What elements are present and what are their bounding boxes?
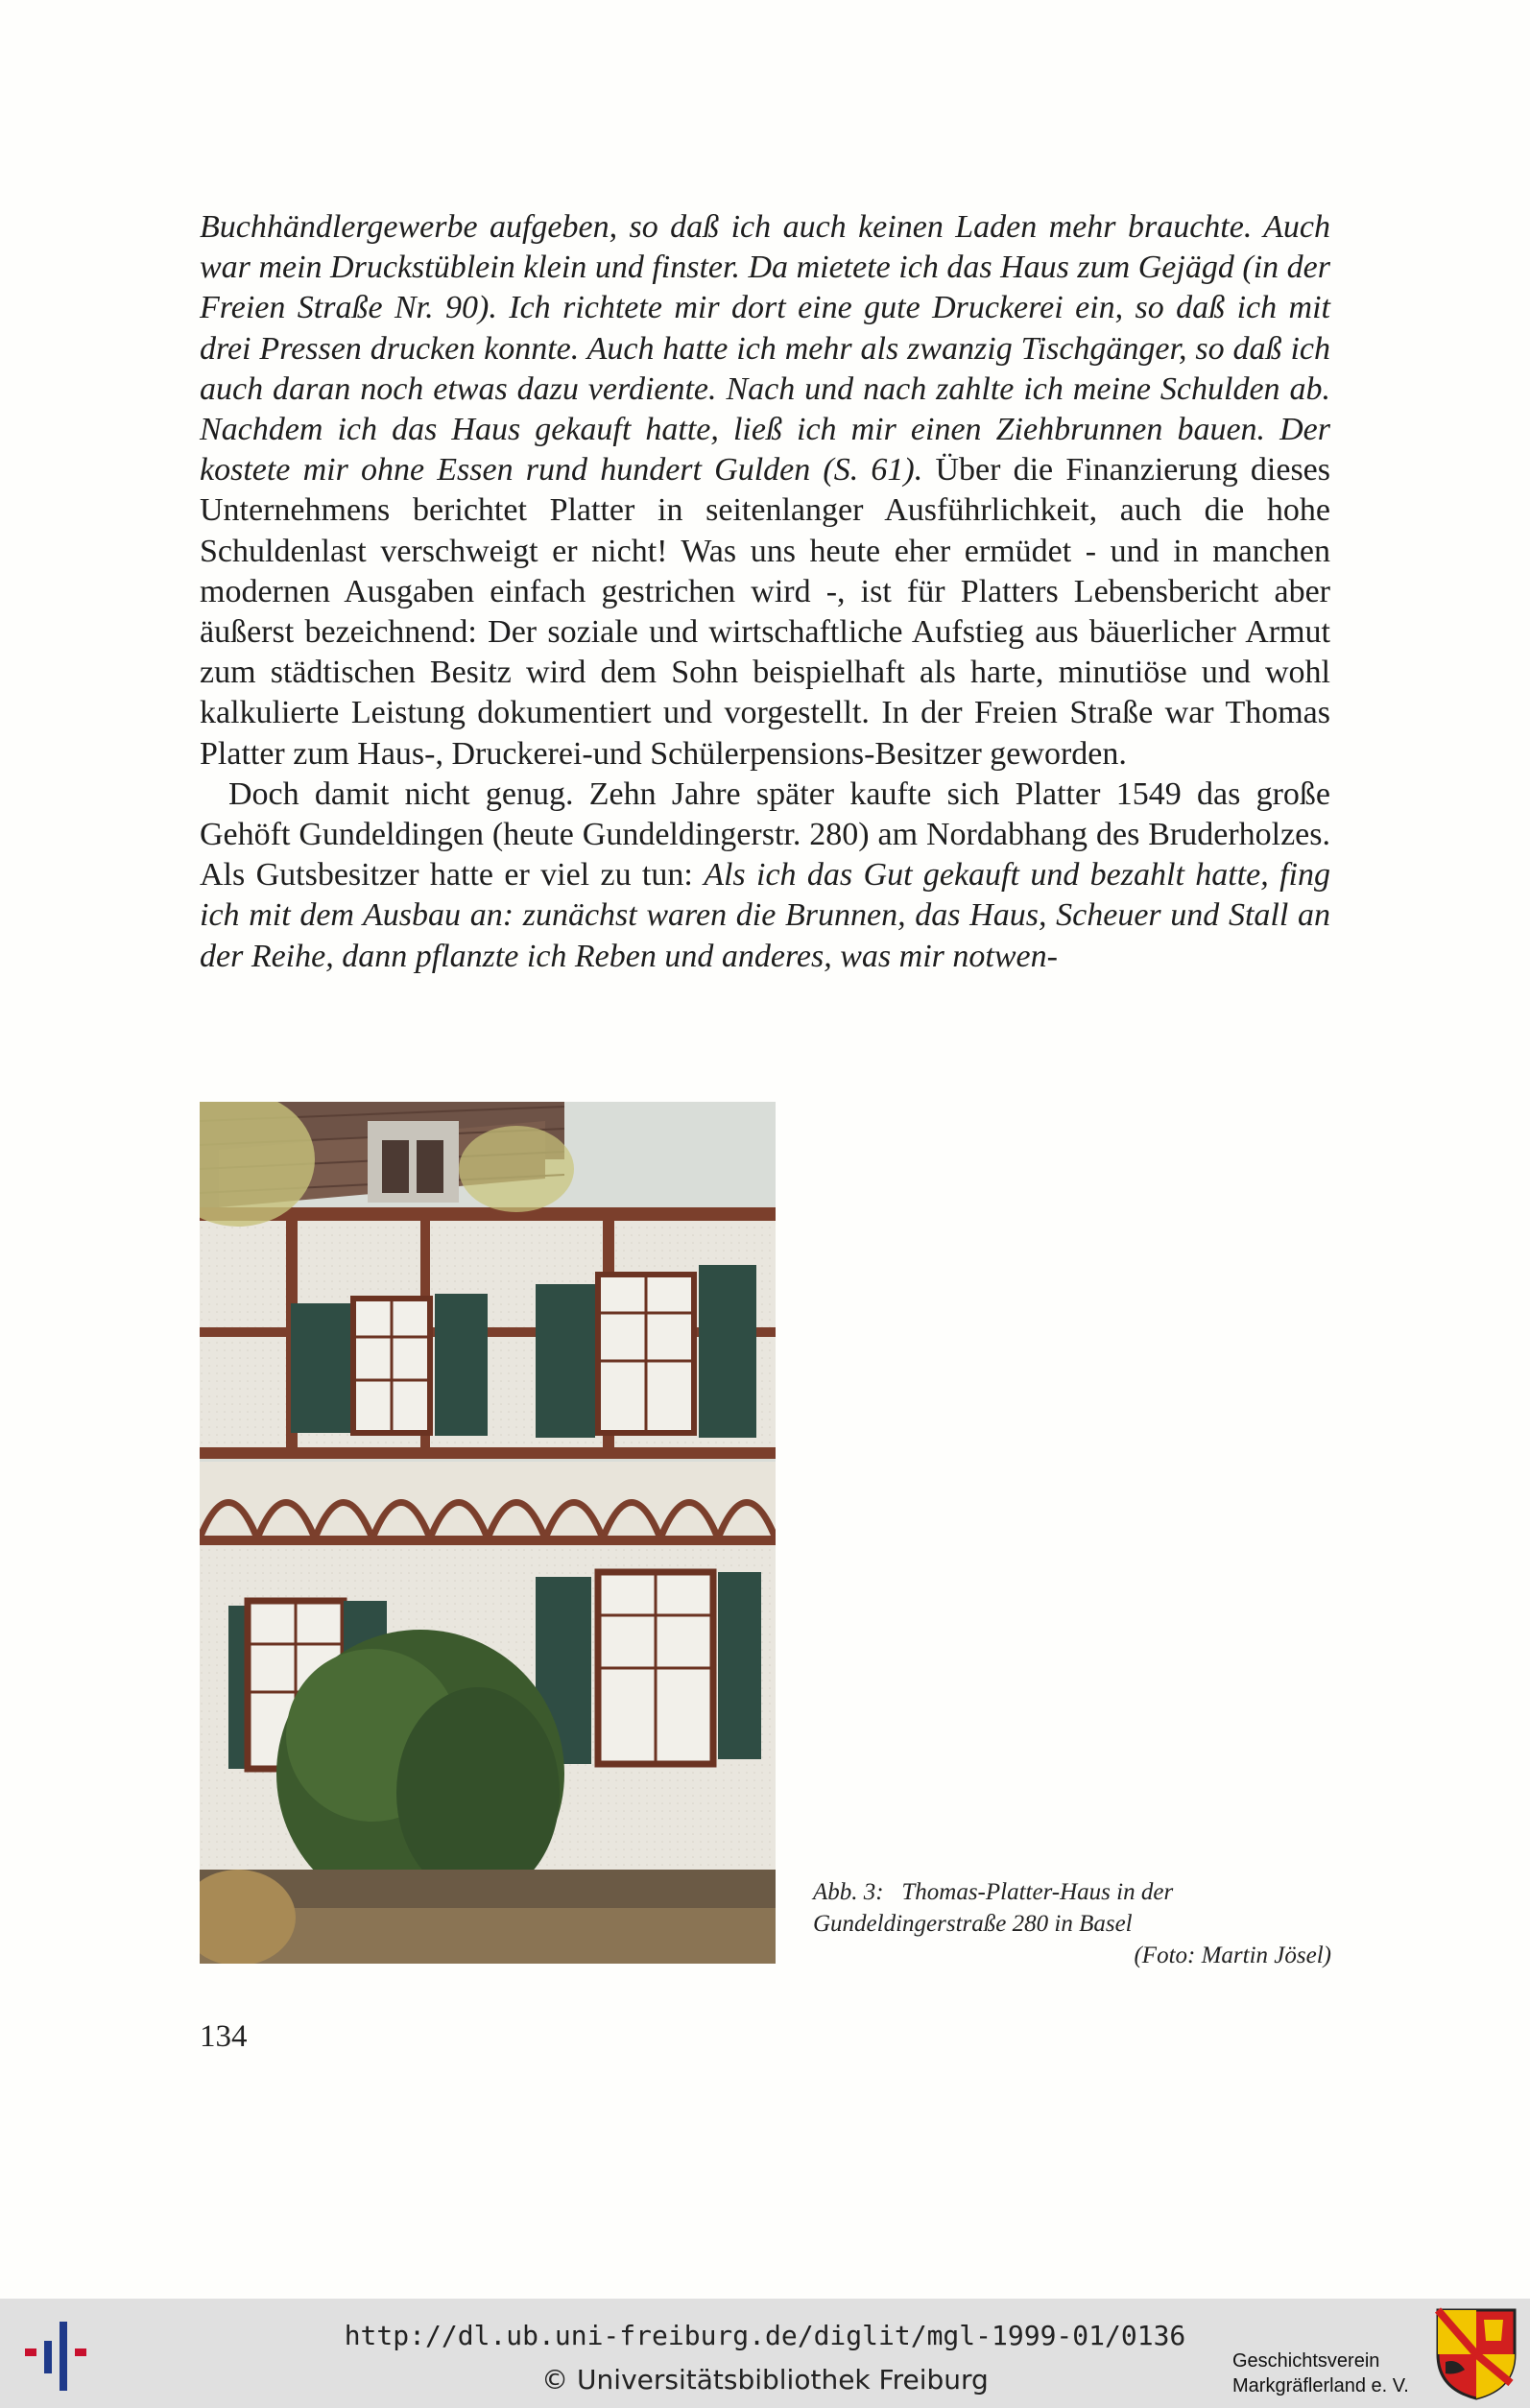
house-photo: [200, 1102, 776, 1964]
society-name: [1232, 2348, 1409, 2398]
text-run: Über die Finanzierung dieses Unternehmens berichtet Platter in seitenlanger Ausführlichkeit, auch die hohe Schuldenlast verschweigt er nicht! Was uns heute eher ermüdet - und in manchen modernen Ausgaben einfach gestrichen wird -, ist für Platters Lebensbericht aber äußerst bezeichnend: Der soziale und wirtschaftliche Aufstieg aus bäuerlicher Armut zum städtischen Besitz wird dem Sohn beispielhaft als harte, minutiöse und wohl kalkulierte Leistung dokumentiert und vorgestellt. In der Freien Straße war Thomas Platter zum Haus-, Druckerei-und Schülerpensions-Besitzer geworden.: [200, 452, 1330, 772]
quote-run: Buchhändlergewerbe aufgeben, so daß ich auch keinen Laden mehr brauchte. Auch war mein Druckstüblein klein und finster. Da mietete ich das Haus zum Gejägd (in der Freien Straße Nr. 90). Ich richtete mir dort eine gute Druckerei ein, so daß ich mit drei Pressen drucken konnte. Auch hatte ich mehr als zwanzig Tischgänger, so daß ich auch daran noch etwas dazu verdiente. Nach und nach zahlte ich meine Schulden ab. Nachdem ich das Haus gekauft hatte, ließ ich mir einen Ziehbrunnen bauen. Der kostete mir ohne Essen rund hundert Gulden (S. 61).: [200, 209, 1330, 489]
footer-bar: [0, 2299, 1530, 2408]
quote-run: Als ich das Gut gekauft und bezahlt hatte, fing ich mit dem Ausbau an: zunächst waren die Brunnen, das Haus, Scheuer und Stall an der Reihe, dann pflanzte ich Reben und anderes, was mir notwen-: [200, 857, 1330, 974]
copyright-text: © Universitätsbibliothek Freiburg: [541, 2364, 989, 2396]
caption-label: Abb. 3:: [813, 1879, 884, 1905]
photo-credit: (Foto: Martin Jösel): [1134, 1943, 1331, 1968]
text-run: Doch damit nicht genug. Zehn Jahre später kaufte sich Platter 1549 das große Gehöft Gundeldingen (heute Gundeldingerstr. 280) am Nordabhang des Bruderholzes. Als Gutsbesitzer hatte er viel zu tun:: [200, 775, 1330, 894]
source-url-link[interactable]: http://dl.ub.uni-freiburg.de/diglit/mgl-1999-01/0136: [344, 2320, 1186, 2351]
figure-caption: [813, 1876, 1331, 1971]
caption-line-2: Gundeldingerstraße 280 in Basel: [813, 1911, 1133, 1937]
paragraph-1: [200, 207, 1330, 775]
body-text: [200, 207, 1330, 977]
society-name-line-2: Markgräflerland e. V.: [1232, 2375, 1409, 2396]
coat-of-arms-icon: [1434, 2306, 1518, 2400]
caption-title: Thomas-Platter-Haus in der: [901, 1879, 1174, 1905]
page-number: 134: [200, 2019, 248, 2054]
society-name-line-1: Geschichtsverein: [1232, 2350, 1380, 2372]
caption-line-1: [813, 1876, 1331, 1908]
paragraph-2: [200, 775, 1330, 977]
